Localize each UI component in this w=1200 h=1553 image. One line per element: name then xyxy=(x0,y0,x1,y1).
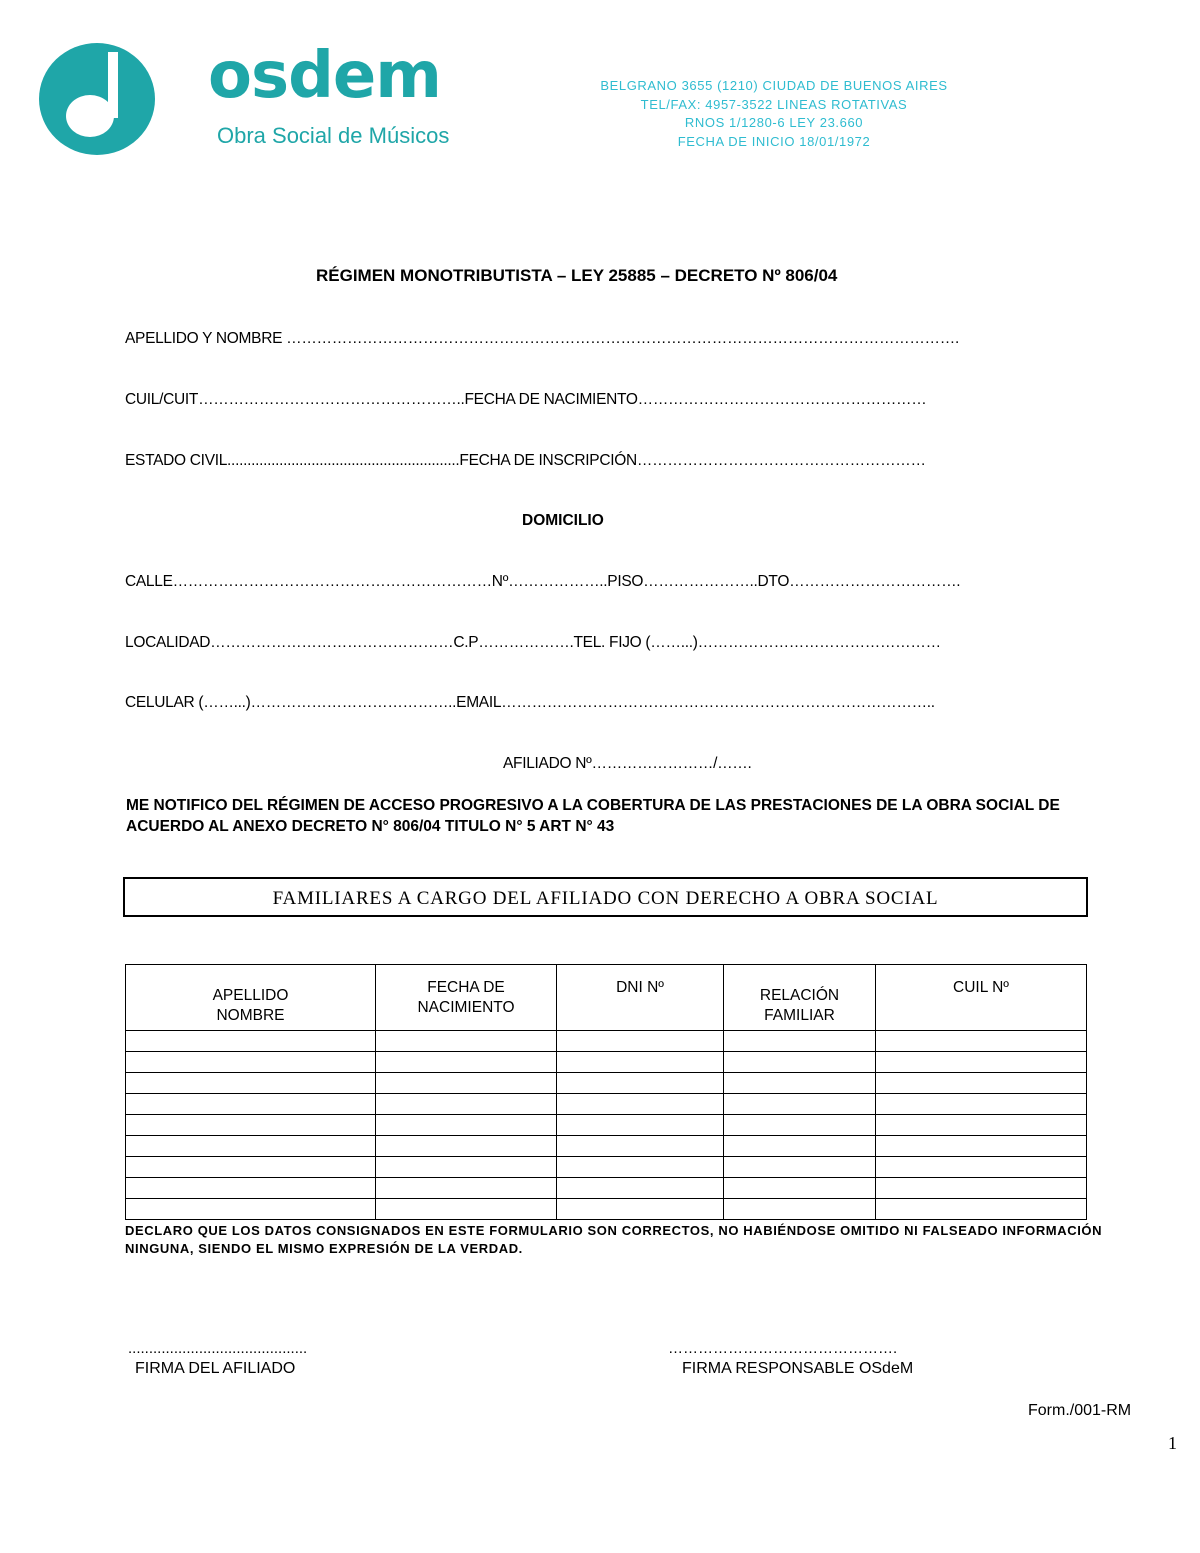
address-line: RNOS 1/1280-6 LEY 23.660 xyxy=(684,115,864,130)
family-table xyxy=(125,964,1087,1220)
family-section-title: FAMILIARES A CARGO DEL AFILIADO CON DERECHO A OBRA SOCIAL xyxy=(272,888,939,909)
column-header-cuil xyxy=(876,965,1087,1031)
table-row xyxy=(126,1094,1087,1115)
table-cell xyxy=(376,1052,557,1073)
table-cell xyxy=(557,1094,724,1115)
table-row xyxy=(126,1052,1087,1073)
field-celular-email: CELULAR (……...)…………………………………..EMAIL………………………………………………………………………….. xyxy=(125,694,935,711)
table-cell xyxy=(376,1094,557,1115)
table-cell xyxy=(876,1094,1087,1115)
table-cell xyxy=(557,1115,724,1136)
header-line: DNI Nº xyxy=(616,979,664,996)
table-cell xyxy=(126,1157,376,1178)
table-cell xyxy=(876,1073,1087,1094)
column-header-apellido-nombre xyxy=(126,965,376,1031)
table-cell xyxy=(376,1136,557,1157)
address-line: FECHA DE INICIO 18/01/1972 xyxy=(677,133,871,149)
address-line: TEL/FAX: 4957-3522 LINEAS ROTATIVAS xyxy=(640,96,908,112)
form-code: Form./001-RM xyxy=(1028,1402,1132,1419)
table-cell xyxy=(376,1178,557,1199)
table-row xyxy=(126,1199,1087,1220)
table-cell xyxy=(126,1031,376,1052)
field-afiliado-numero: AFILIADO Nº……………………/……. xyxy=(503,755,752,772)
table-cell xyxy=(876,1052,1087,1073)
table-cell xyxy=(876,1199,1087,1220)
affiliate-signature-label: FIRMA DEL AFILIADO xyxy=(135,1360,296,1377)
table-cell xyxy=(126,1073,376,1094)
field-apellido-nombre: APELLIDO Y NOMBRE ……………………………………………………………………………………………………………………. xyxy=(125,330,959,347)
table-cell xyxy=(724,1073,876,1094)
table-row xyxy=(126,1136,1087,1157)
header-line: RELACIÓN xyxy=(759,987,840,1004)
table-cell xyxy=(126,1115,376,1136)
table-cell xyxy=(126,1136,376,1157)
field-localidad: LOCALIDAD…………………………………………C.P……………….TEL. FIJO (……...)………………………………………… xyxy=(125,634,941,651)
table-cell xyxy=(724,1052,876,1073)
logo-subtitle: Obra Social de Músicos xyxy=(217,123,450,148)
table-cell xyxy=(376,1073,557,1094)
table-row xyxy=(126,1031,1087,1052)
field-cuil-fecha-nacimiento: CUIL/CUIT……………………………………………..FECHA DE NACIMIENTO………………………………………………… xyxy=(125,391,927,408)
responsible-signature-line: ………………………………………. xyxy=(668,1340,898,1357)
table-cell xyxy=(724,1031,876,1052)
table-cell xyxy=(126,1199,376,1220)
notice-text: ME NOTIFICO DEL RÉGIMEN DE ACCESO PROGRESIVO A LA COBERTURA DE LAS PRESTACIONES DE LA OBRA SOCIAL DE ACUERDO AL ANEXO DECRETO N° 806/04 TITULO N° 5 ART N° 43 xyxy=(126,797,1060,835)
table-cell xyxy=(557,1199,724,1220)
table-row xyxy=(126,1157,1087,1178)
table-cell xyxy=(876,1178,1087,1199)
header-line: NACIMIENTO xyxy=(417,999,515,1016)
logo-wordmark: osdem xyxy=(208,39,441,113)
header-line: CUIL Nº xyxy=(953,979,1009,996)
table-row xyxy=(126,1178,1087,1199)
column-header-relacion-familiar xyxy=(724,965,876,1031)
table-cell xyxy=(557,1157,724,1178)
affiliate-signature-line: ........................................... xyxy=(128,1340,308,1357)
column-header-dni xyxy=(557,965,724,1031)
field-calle: CALLE………………………………………………………Nº………………..PISO…………………..DTO……………………………. xyxy=(125,573,961,590)
table-cell xyxy=(557,1178,724,1199)
table-cell xyxy=(724,1157,876,1178)
table-cell xyxy=(724,1094,876,1115)
table-cell xyxy=(376,1199,557,1220)
table-cell xyxy=(376,1115,557,1136)
address-line: BELGRANO 3655 (1210) CIUDAD DE BUENOS AIRES xyxy=(600,78,948,93)
table-cell xyxy=(557,1052,724,1073)
table-cell xyxy=(126,1094,376,1115)
table-cell xyxy=(876,1031,1087,1052)
table-cell xyxy=(724,1136,876,1157)
table-cell xyxy=(876,1115,1087,1136)
osdem-logo-icon xyxy=(38,42,156,156)
table-cell xyxy=(376,1031,557,1052)
header-line: FECHA DE xyxy=(427,979,505,996)
table-cell xyxy=(876,1136,1087,1157)
table-cell xyxy=(557,1031,724,1052)
header-line: NOMBRE xyxy=(216,1007,285,1024)
table-cell xyxy=(557,1136,724,1157)
declaration-text: DECLARO QUE LOS DATOS CONSIGNADOS EN ESTE FORMULARIO SON CORRECTOS, NO HABIÉNDOSE OMITIDO NI FALSEADO INFORMACIÓN NINGUNA, SIENDO EL MISMO EXPRESIÓN DE LA VERDAD. xyxy=(125,1223,1103,1256)
table-row xyxy=(126,1115,1087,1136)
header-line: APELLIDO xyxy=(212,987,289,1004)
table-cell xyxy=(724,1115,876,1136)
field-estado-civil-fecha-inscripcion: ESTADO CIVIL..........................................................FECHA DE INSCRIPCIÓN………………………………………………… xyxy=(125,452,926,469)
table-cell xyxy=(557,1073,724,1094)
column-header-fecha-nacimiento xyxy=(376,965,557,1031)
family-section-box xyxy=(123,877,1088,917)
domicilio-heading: DOMICILIO xyxy=(522,512,604,529)
page-number: 1 xyxy=(1168,1433,1177,1453)
table-cell xyxy=(126,1178,376,1199)
table-header-row xyxy=(126,965,1087,1031)
address-block xyxy=(560,77,988,151)
table-cell xyxy=(724,1178,876,1199)
table-cell xyxy=(126,1052,376,1073)
responsible-signature-label: FIRMA RESPONSABLE OSdeM xyxy=(682,1360,914,1377)
table-cell xyxy=(876,1157,1087,1178)
document-title: RÉGIMEN MONOTRIBUTISTA – LEY 25885 – DECRETO Nº 806/04 xyxy=(316,266,838,285)
header-line: FAMILIAR xyxy=(764,1007,835,1024)
table-cell xyxy=(376,1157,557,1178)
table-cell xyxy=(724,1199,876,1220)
table-row xyxy=(126,1073,1087,1094)
